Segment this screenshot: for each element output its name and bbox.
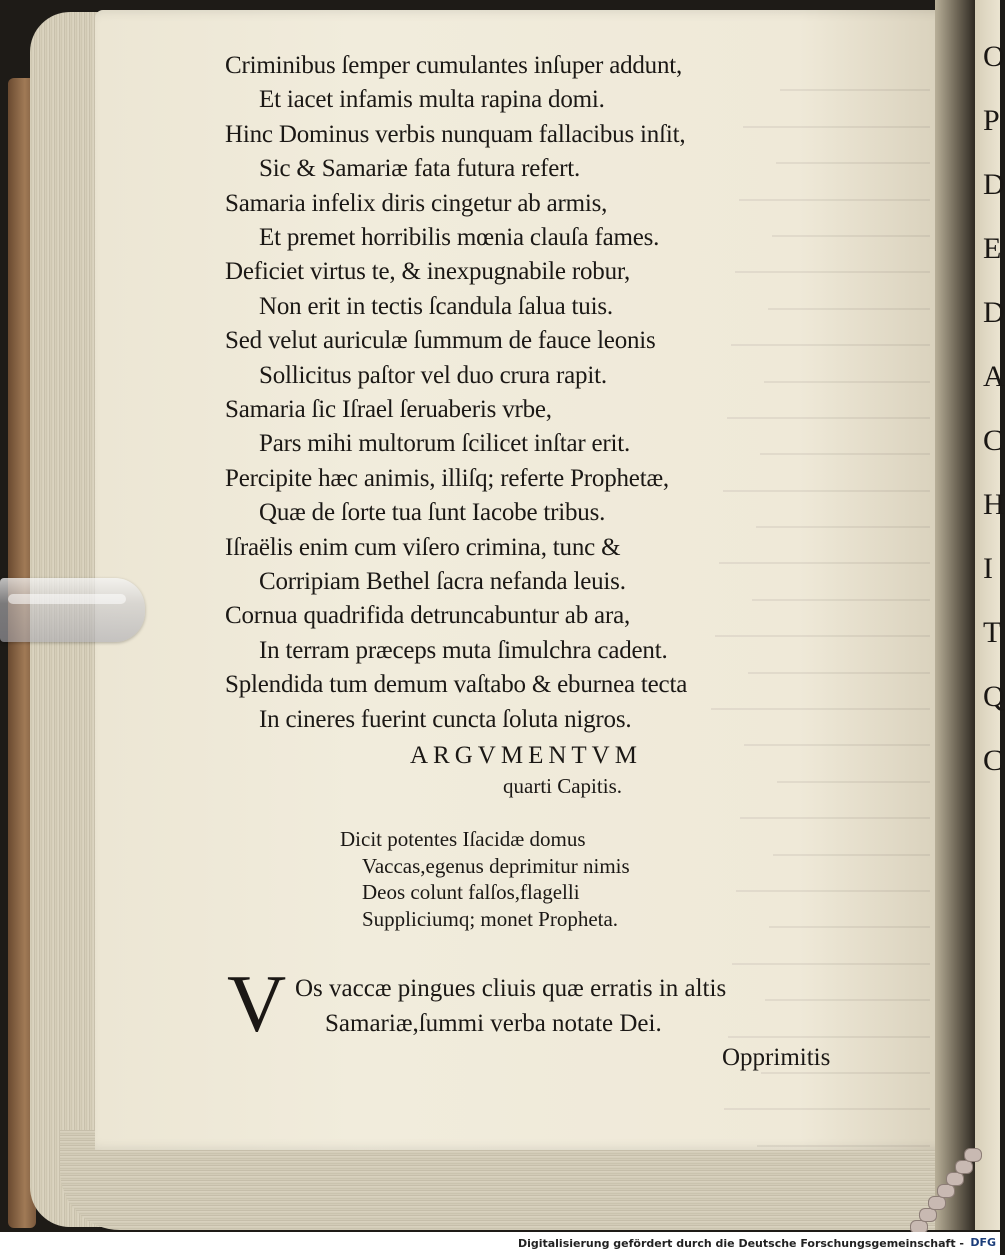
show-through-line (744, 710, 930, 746)
page-holder-clip (0, 578, 145, 642)
show-through-line (780, 55, 930, 91)
facing-initial: D (983, 296, 1005, 329)
verse-line: Sollicitus paſtor vel duo crura rapit. (259, 361, 607, 389)
verse-line: Et premet horribilis mœnia clauſa fames. (259, 224, 660, 251)
ribbon-knot (955, 1160, 973, 1174)
footer-credit: Digitalisierung gefördert durch die Deutsche Forschungsgemeinschaft - (517, 1237, 964, 1250)
show-through-line (731, 310, 930, 346)
argument-title: ARGVMENTVM (410, 742, 642, 769)
show-through-line (743, 91, 930, 127)
show-through-line (752, 564, 930, 600)
show-through-line (764, 346, 930, 382)
bookmark-ribbon (880, 1140, 980, 1235)
verse-line: Splendida tum demum vaſtabo & eburnea tecta (225, 671, 688, 699)
verse-line: Percipite hæc animis, illiſq; referte Prophetæ, (225, 464, 669, 492)
show-through-line (776, 128, 930, 164)
facing-initial: A (983, 360, 1005, 393)
ribbon-knot (937, 1184, 955, 1198)
facing-initial: T (983, 616, 1002, 649)
show-through-line (724, 1074, 930, 1110)
verse-line: Deficiet virtus te, & inexpugnabile robur, (225, 258, 631, 286)
page-holder-highlight (8, 594, 126, 604)
argument-subtitle: quarti Capitis. (503, 774, 622, 798)
facing-initial: Q (983, 680, 1005, 713)
facing-initial: C (983, 744, 1004, 777)
show-through-line (723, 455, 930, 491)
show-through-line (715, 601, 930, 637)
show-through-line (748, 637, 930, 673)
argument-line: Dicit potentes Iſacidæ domus (340, 827, 586, 851)
show-through-line (740, 783, 930, 819)
verse-line: In terram præceps muta ſimulchra cadent. (259, 636, 668, 664)
show-through-line (765, 965, 930, 1001)
book-gutter (935, 0, 975, 1230)
show-through-line (768, 273, 930, 309)
show-through-line (727, 383, 930, 419)
show-through-line (719, 528, 930, 564)
facing-initial: D (983, 168, 1005, 201)
ribbon-knot (946, 1172, 964, 1186)
verse-line: Quæ de ſorte tua ſunt Iacobe tribus. (259, 499, 606, 527)
verse-line: Iſraëlis enim cum viſero crimina, tunc & (225, 533, 621, 561)
show-through-line (711, 674, 930, 710)
show-through-line (756, 492, 930, 528)
ribbon-knot (928, 1196, 946, 1210)
show-through-line (728, 1001, 930, 1037)
show-through-line (773, 819, 930, 855)
facing-initial: O (983, 40, 1005, 73)
ribbon-knot (919, 1208, 937, 1222)
verse-line: Et iacet infamis multa rapina domi. (259, 86, 605, 114)
drop-capital: V (227, 958, 287, 1049)
verse-line: Hinc Dominus verbis nunquam fallacibus inſit, (225, 120, 686, 148)
facing-initial: H (983, 488, 1005, 521)
verse-line: Cornua quadrifida detruncabuntur ab ara, (225, 602, 631, 630)
verse-line: Sic & Samariæ fata futura refert. (259, 155, 581, 183)
chapter-first-line: Os vaccæ pingues cliuis quæ erratis in altis (295, 975, 727, 1002)
argument-line: Deos colunt falſos,flagelli (362, 880, 580, 904)
argument-line: Vaccas,egenus deprimitur nimis (362, 853, 630, 878)
show-through-line (772, 201, 930, 237)
argument-line: Suppliciumq; monet Propheta. (362, 906, 619, 931)
verse-line: Samaria ſic Iſrael ſeruaberis vrbe, (225, 396, 552, 423)
facing-initial: E (983, 232, 1002, 265)
verse-line: In cineres fuerint cuncta ſoluta nigros. (259, 705, 632, 733)
facing-initial: C (983, 424, 1004, 457)
show-through-line (735, 237, 930, 273)
show-through-line (739, 164, 930, 200)
catchword: Opprimitis (722, 1044, 831, 1071)
verse-line: Samaria infelix diris cingetur ab armis, (225, 189, 608, 217)
verse-line: Pars mihi multorum ſcilicet inſtar erit. (259, 430, 631, 458)
show-through-line (760, 419, 930, 455)
facing-page-initials (983, 40, 1003, 800)
facing-initial: I (983, 552, 993, 585)
verse-line: Corripiam Bethel ſacra nefanda leuis. (259, 568, 626, 595)
show-through-line (736, 856, 930, 892)
show-through-line (777, 746, 930, 782)
verse-line: Sed velut auriculæ ſummum de fauce leonis (225, 327, 656, 355)
facing-initial: P (983, 104, 1000, 137)
chapter-second-line: Samariæ,ſummi verba notate Dei. (325, 1010, 662, 1037)
dfg-logo: DFG (970, 1236, 996, 1249)
ribbon-knot (964, 1148, 982, 1162)
verse-line: Criminibus ſemper cumulantes inſuper addunt, (225, 52, 683, 79)
show-through-text (700, 55, 930, 1095)
verse-line: Non erit in tectis ſcandula ſalua tuis. (259, 292, 613, 320)
show-through-line (732, 928, 930, 964)
show-through-line (769, 892, 930, 928)
